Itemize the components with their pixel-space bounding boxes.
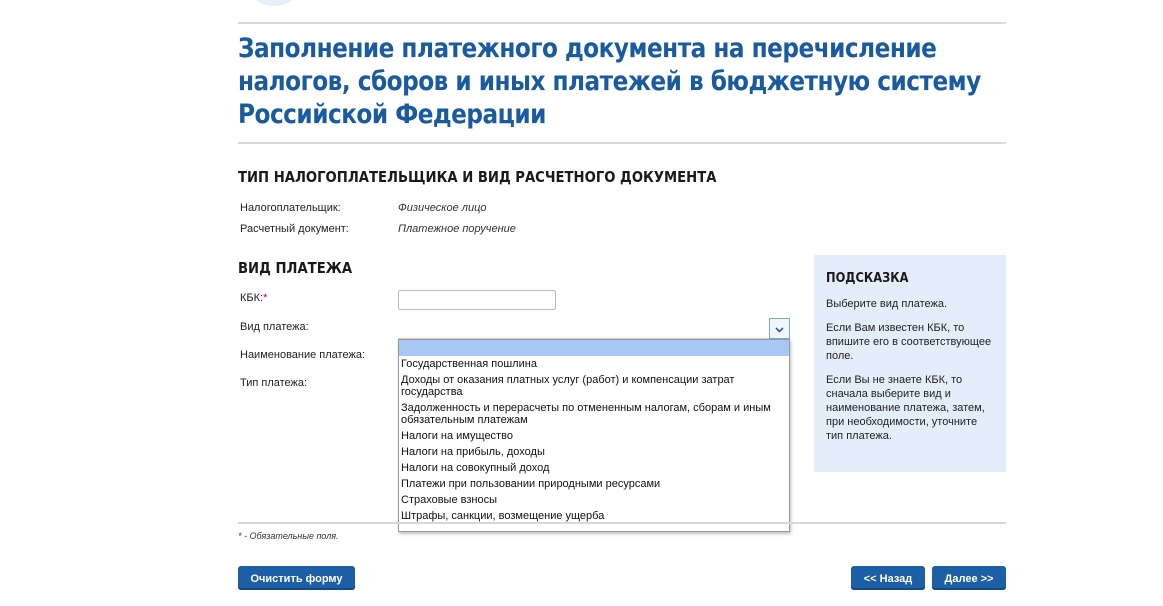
dropdown-option[interactable]: Задолженность и перерасчеты по отмененным налогам, сборам и иным обязательным платежам (401, 402, 771, 426)
clear-form-button[interactable]: Очистить форму (238, 566, 355, 590)
dropdown-option[interactable]: Доходы от оказания платных услуг (работ) и компенсации затрат государства (401, 374, 735, 398)
hint-title: ПОДСКАЗКА (826, 271, 909, 286)
page-title: Заполнение платежного документа на перечисление налогов, сборов и иных платежей в бюджетную систему Российской Федерации (238, 33, 981, 130)
document-label: Расчетный документ: (240, 223, 349, 235)
bottom-divider (238, 522, 1006, 524)
dropdown-option[interactable]: Налоги на прибыль, доходы (401, 446, 545, 458)
taxpayer-label: Налогоплательщик: (240, 202, 341, 214)
document-value: Платежное поручение (398, 223, 516, 235)
dropdown-option-empty[interactable] (399, 340, 789, 356)
kbk-label (240, 292, 267, 304)
next-button[interactable]: Далее >> (932, 566, 1006, 590)
required-mark: * (263, 292, 268, 304)
dropdown-option[interactable]: Государственная пошлина (401, 358, 537, 370)
payment-name-label: Наименование платежа: (240, 349, 366, 361)
payment-section-heading: ВИД ПЛАТЕЖА (238, 259, 353, 277)
emblem-logo-icon[interactable] (250, 0, 298, 8)
back-button[interactable]: << Назад (851, 566, 925, 590)
hint-paragraph: Если Вам известен КБК, то впишите его в соответствующее поле. (826, 322, 992, 362)
payment-kind-select[interactable] (398, 318, 790, 339)
dropdown-option[interactable]: Платежи при пользовании природными ресурсами (401, 478, 661, 490)
kbk-label-text: КБК: (240, 292, 264, 304)
dropdown-option[interactable]: Налоги на имущество (401, 430, 513, 442)
payment-kind-label: Вид платежа: (240, 321, 309, 333)
hint-panel (814, 255, 1006, 472)
payment-kind-dropdown-list[interactable] (398, 339, 790, 532)
taxpayer-section-heading: ТИП НАЛОГОПЛАТЕЛЬЩИКА И ВИД РАСЧЕТНОГО ДОКУМЕНТА (238, 168, 717, 186)
chevron-down-icon (775, 320, 784, 338)
required-fields-note: * - Обязательные поля. (238, 531, 339, 541)
hint-paragraph: Если Вы не знаете КБК, то сначала выберите вид и наименование платежа, затем, при необходимости, уточните тип платежа. (826, 374, 985, 442)
payment-type-label: Тип платежа: (240, 377, 308, 389)
dropdown-option[interactable]: Страховые взносы (401, 494, 497, 506)
dropdown-option[interactable]: Штрафы, санкции, возмещение ущерба (401, 510, 605, 522)
top-divider (238, 22, 1006, 24)
kbk-input[interactable] (398, 290, 556, 310)
dropdown-option[interactable]: Налоги на совокупный доход (401, 462, 550, 474)
hint-paragraph: Выберите вид платежа. (826, 298, 948, 310)
select-dropdown-button[interactable] (769, 318, 790, 339)
taxpayer-value: Физическое лицо (398, 202, 487, 214)
title-divider (238, 142, 1006, 144)
